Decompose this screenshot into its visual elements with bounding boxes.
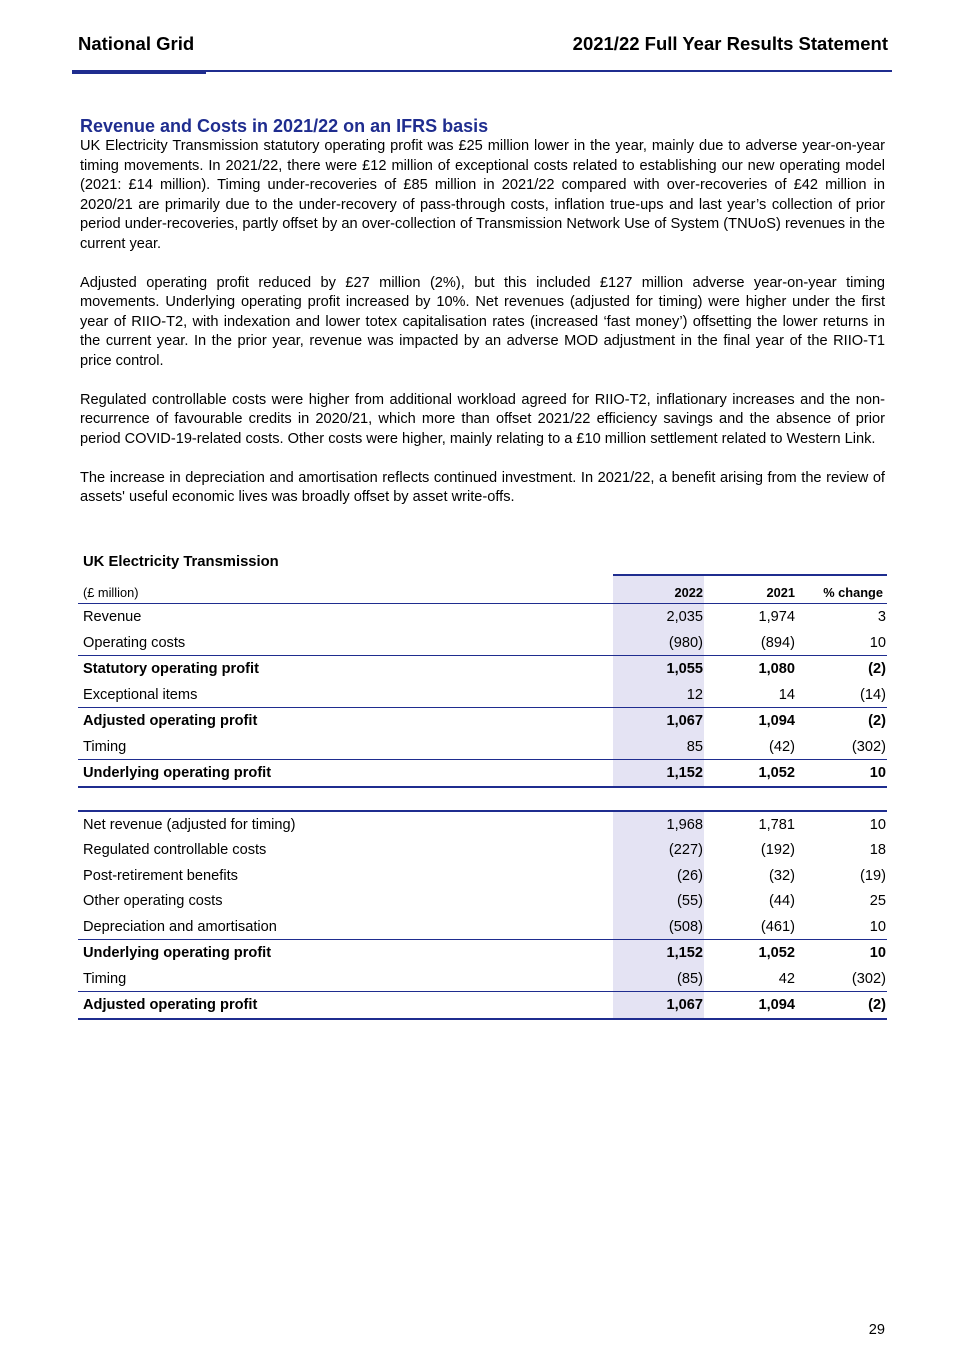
value-2022: (508) [668,918,703,935]
row-label: Exceptional items [83,686,198,703]
table-header-row [78,574,887,604]
value-change: (19) [860,867,886,884]
value-2021: 1,080 [758,661,795,677]
value-2022: 2,035 [666,609,703,625]
value-change: (2) [868,997,886,1013]
table-row-total [78,759,887,788]
value-2022: 1,152 [666,765,703,781]
value-change: (14) [860,686,886,703]
paragraph: The increase in depreciation and amortisation reflects continued investment. In 2021/22, a benefit arising from the review of assets' useful economic lives was broadly offset by asset write-offs. [80,469,885,505]
paragraph: Adjusted operating profit reduced by £27 million (2%), but this included £127 million adverse year-on-year timing movements. Underlying operating profit increased by 10%. Net revenues (adjusted for timing) were higher under the first year of RIIO-T2, with indexation and lower totex capitalisation rates (increased ‘fast money’) offsetting the lower returns in the current year. In the prior year, revenue was impacted by an adverse MOD adjustment in the final year of the RIIO-T1 price control. [80,274,885,369]
value-change: 18 [869,842,886,858]
row-label: Timing [83,970,127,987]
value-2022: (26) [677,867,703,884]
value-2022: 1,055 [666,661,703,677]
value-2021: (461) [760,918,795,935]
table-row-total [78,991,887,1020]
header-divider-accent [72,70,206,74]
table-row [78,812,887,838]
table-row [78,604,887,630]
table-row [78,914,887,940]
page-header [78,33,888,59]
paragraph: UK Electricity Transmission statutory operating profit was £25 million lower in the year, mainly due to adverse year-on-year timing movements. In 2021/22, there were £12 million of exceptional costs related to establishing our new operating model (2021: £14 million). Timing under-recoveries of £85 million in 2021/22 compared with over-recoveries of £42 million in 2020/21 are primarily due to the under-recovery of pass-through costs, inflation true-ups and last year’s collection of prior period under-recoveries, partly offset by an over-collection of Transmission Network Use of System (TNUoS) revenues in the current year. [80,138,885,252]
value-change: (2) [868,661,886,677]
value-2022: 1,067 [666,713,703,729]
row-label: Net revenue (adjusted for timing) [83,816,296,833]
value-2022: 1,968 [666,816,703,833]
value-change: 10 [869,918,886,935]
value-2021: 1,052 [758,945,795,961]
column-header-change: % change [823,585,883,600]
value-change: (302) [851,970,886,987]
row-label: Post-retirement benefits [83,867,238,884]
value-2021: (44) [769,893,795,909]
units-label: (£ million) [83,585,139,600]
column-header-2022: 2022 [674,585,703,600]
section-title: Revenue and Costs in 2021/22 on an IFRS basis [80,116,489,136]
financial-table [78,574,887,1020]
value-change: 10 [869,945,886,961]
value-2021: (42) [769,738,795,755]
value-2022: (85) [677,970,703,987]
table-row [78,734,887,760]
row-label: Statutory operating profit [83,661,259,677]
value-2022: (55) [677,893,703,909]
value-2022: 85 [686,738,703,755]
row-label: Underlying operating profit [83,765,272,781]
table-row-total [78,939,887,966]
row-label: Operating costs [83,634,186,651]
value-2021: 1,974 [758,609,795,625]
value-2021: 42 [778,970,795,987]
row-label: Depreciation and amortisation [83,918,277,935]
value-change: 3 [877,609,886,625]
company-name: National Grid [78,33,195,54]
value-2022: 1,152 [666,945,703,961]
value-2022: 12 [686,686,703,703]
table-title: UK Electricity Transmission [83,554,279,570]
table-row [78,966,887,992]
value-change: 25 [869,893,886,909]
row-label: Revenue [83,609,142,625]
value-change: (2) [868,713,886,729]
page-number: 29 [868,1322,885,1338]
value-2022: (227) [668,842,703,858]
value-2021: 1,781 [758,816,795,833]
row-label: Regulated controllable costs [83,842,267,858]
table-row [78,888,887,914]
row-label: Adjusted operating profit [83,997,258,1013]
table-row [78,682,887,708]
row-label: Adjusted operating profit [83,713,258,729]
value-change: 10 [869,634,886,651]
value-2022: 1,067 [666,997,703,1013]
value-2021: 1,094 [758,997,795,1013]
value-change: 10 [869,765,886,781]
table-row-total [78,707,887,734]
value-2021: (32) [769,867,795,884]
column-header-2021: 2021 [766,585,795,600]
value-2021: (894) [760,634,795,651]
document-title: 2021/22 Full Year Results Statement [572,33,888,54]
row-label: Underlying operating profit [83,945,272,961]
row-label: Other operating costs [83,893,223,909]
table-row [78,837,887,863]
value-change: (302) [851,738,886,755]
table-block-separator [78,788,887,812]
value-2021: 1,052 [758,765,795,781]
row-label: Timing [83,738,127,755]
value-2021: 14 [778,686,795,703]
value-change: 10 [869,816,886,833]
narrative-section [80,115,885,527]
table-row-total [78,655,887,682]
value-2021: (192) [760,842,795,858]
table-row [78,863,887,889]
paragraph: Regulated controllable costs were higher from additional workload agreed for RIIO-T2, inflationary increases and the non-recurrence of favourable credits in 2020/21, which more than offset 2021/22 efficiency savings and the absence of prior period COVID-19-related costs. Other costs were higher, mainly relating to a £10 million settlement related to Western Link. [80,391,885,447]
value-2021: 1,094 [758,713,795,729]
table-row [78,630,887,656]
value-2022: (980) [668,634,703,651]
